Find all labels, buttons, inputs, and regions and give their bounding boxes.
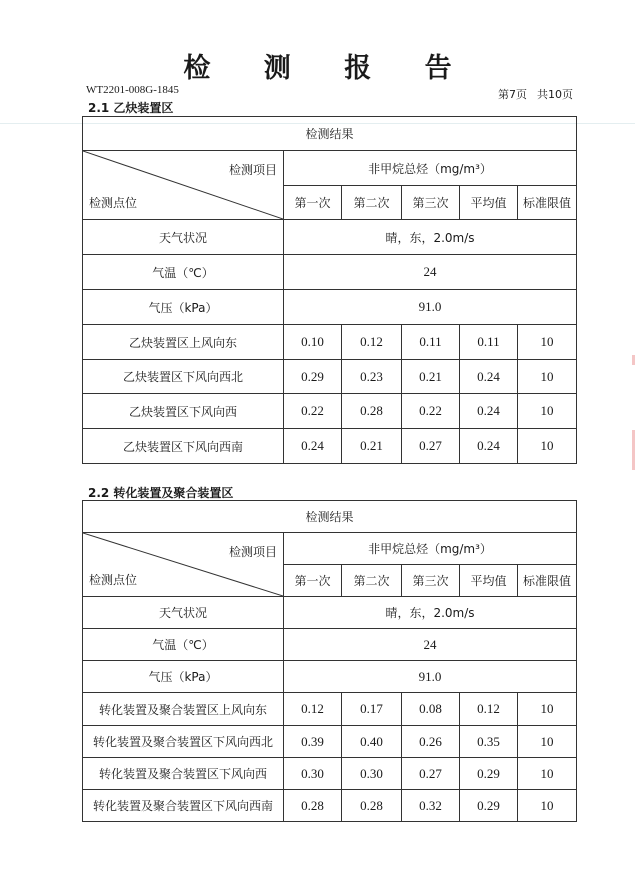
- limit: 10: [518, 790, 577, 822]
- value-1: 0.10: [284, 325, 342, 360]
- col-header: 平均值: [460, 186, 518, 220]
- average: 0.11: [460, 325, 518, 360]
- table-row: [83, 790, 577, 822]
- table-row: [83, 360, 577, 394]
- item-label: 检测项目: [228, 163, 277, 177]
- page-indicator: [498, 86, 573, 102]
- value-2: 0.21: [342, 429, 402, 464]
- total-pages: 共10页: [537, 88, 573, 101]
- table-row: [83, 394, 577, 429]
- average: 0.12: [460, 693, 518, 726]
- results-table: [82, 116, 577, 464]
- limit: 10: [518, 325, 577, 360]
- limit: 10: [518, 758, 577, 790]
- value-3: 0.26: [402, 726, 460, 758]
- analyte-header: 非甲烷总烃（mg/m³）: [284, 533, 577, 565]
- table-row: [83, 758, 577, 790]
- point-name: 转化装置及聚合装置区下风向西: [83, 758, 284, 790]
- value-3: 0.22: [402, 394, 460, 429]
- point-name: 转化装置及聚合装置区下风向西南: [83, 790, 284, 822]
- item-label: 检测项目: [228, 545, 277, 559]
- value-3: 0.21: [402, 360, 460, 394]
- value-2: 0.28: [342, 790, 402, 822]
- weather-label: 天气状况: [83, 220, 284, 255]
- temp-label: 气温（℃）: [83, 629, 284, 661]
- value-3: 0.11: [402, 325, 460, 360]
- col-header: 标准限值: [518, 565, 577, 597]
- table-row: [83, 726, 577, 758]
- average: 0.24: [460, 394, 518, 429]
- table-row: [83, 429, 577, 464]
- average: 0.24: [460, 429, 518, 464]
- col-header: 标准限值: [518, 186, 577, 220]
- value-3: 0.08: [402, 693, 460, 726]
- value-1: 0.22: [284, 394, 342, 429]
- value-2: 0.28: [342, 394, 402, 429]
- temp-label: 气温（℃）: [83, 255, 284, 290]
- limit: 10: [518, 726, 577, 758]
- results-header: 检测结果: [83, 117, 577, 151]
- value-3: 0.27: [402, 758, 460, 790]
- report-title: 检 测 报 告: [183, 53, 474, 84]
- value-3: 0.32: [402, 790, 460, 822]
- col-header: 第二次: [342, 565, 402, 597]
- col-header: 平均值: [460, 565, 518, 597]
- average: 0.24: [460, 360, 518, 394]
- weather-value: 晴，东，2.0m/s: [284, 597, 577, 629]
- weather-label: 天气状况: [83, 597, 284, 629]
- value-1: 0.24: [284, 429, 342, 464]
- point-name: 乙炔装置区下风向西: [83, 394, 284, 429]
- table-row: [83, 693, 577, 726]
- page-number: 第7页: [498, 88, 527, 101]
- point-label: 检测点位: [89, 573, 138, 587]
- col-header: 第三次: [402, 565, 460, 597]
- value-1: 0.28: [284, 790, 342, 822]
- average: 0.35: [460, 726, 518, 758]
- temp-value: 24: [284, 255, 577, 290]
- value-1: 0.30: [284, 758, 342, 790]
- table-row: [83, 325, 577, 360]
- average: 0.29: [460, 790, 518, 822]
- value-2: 0.30: [342, 758, 402, 790]
- col-header: 第一次: [284, 186, 342, 220]
- point-label: 检测点位: [89, 196, 138, 210]
- col-header: 第二次: [342, 186, 402, 220]
- weather-value: 晴，东，2.0m/s: [284, 220, 577, 255]
- point-name: 乙炔装置区上风向东: [83, 325, 284, 360]
- point-name: 转化装置及聚合装置区下风向西北: [83, 726, 284, 758]
- diagonal-header-cell: [83, 151, 284, 220]
- analyte-header: 非甲烷总烃（mg/m³）: [284, 151, 577, 186]
- section-title: 2.2 转化装置及聚合装置区: [88, 486, 234, 500]
- value-3: 0.27: [402, 429, 460, 464]
- value-1: 0.39: [284, 726, 342, 758]
- value-1: 0.12: [284, 693, 342, 726]
- pressure-label: 气压（kPa）: [83, 290, 284, 325]
- limit: 10: [518, 360, 577, 394]
- point-name: 乙炔装置区下风向西北: [83, 360, 284, 394]
- results-header: 检测结果: [83, 501, 577, 533]
- limit: 10: [518, 693, 577, 726]
- value-2: 0.17: [342, 693, 402, 726]
- document-number: WT2201-008G-1845: [86, 84, 179, 96]
- limit: 10: [518, 394, 577, 429]
- point-name: 乙炔装置区下风向西南: [83, 429, 284, 464]
- pressure-label: 气压（kPa）: [83, 661, 284, 693]
- col-header: 第一次: [284, 565, 342, 597]
- diagonal-header-cell: [83, 533, 284, 597]
- col-header: 第三次: [402, 186, 460, 220]
- pressure-value: 91.0: [284, 290, 577, 325]
- pressure-value: 91.0: [284, 661, 577, 693]
- value-2: 0.40: [342, 726, 402, 758]
- results-table: [82, 500, 577, 822]
- limit: 10: [518, 429, 577, 464]
- temp-value: 24: [284, 629, 577, 661]
- point-name: 转化装置及聚合装置区上风向东: [83, 693, 284, 726]
- average: 0.29: [460, 758, 518, 790]
- value-2: 0.23: [342, 360, 402, 394]
- section-title: 2.1 乙炔装置区: [88, 101, 174, 115]
- value-2: 0.12: [342, 325, 402, 360]
- value-1: 0.29: [284, 360, 342, 394]
